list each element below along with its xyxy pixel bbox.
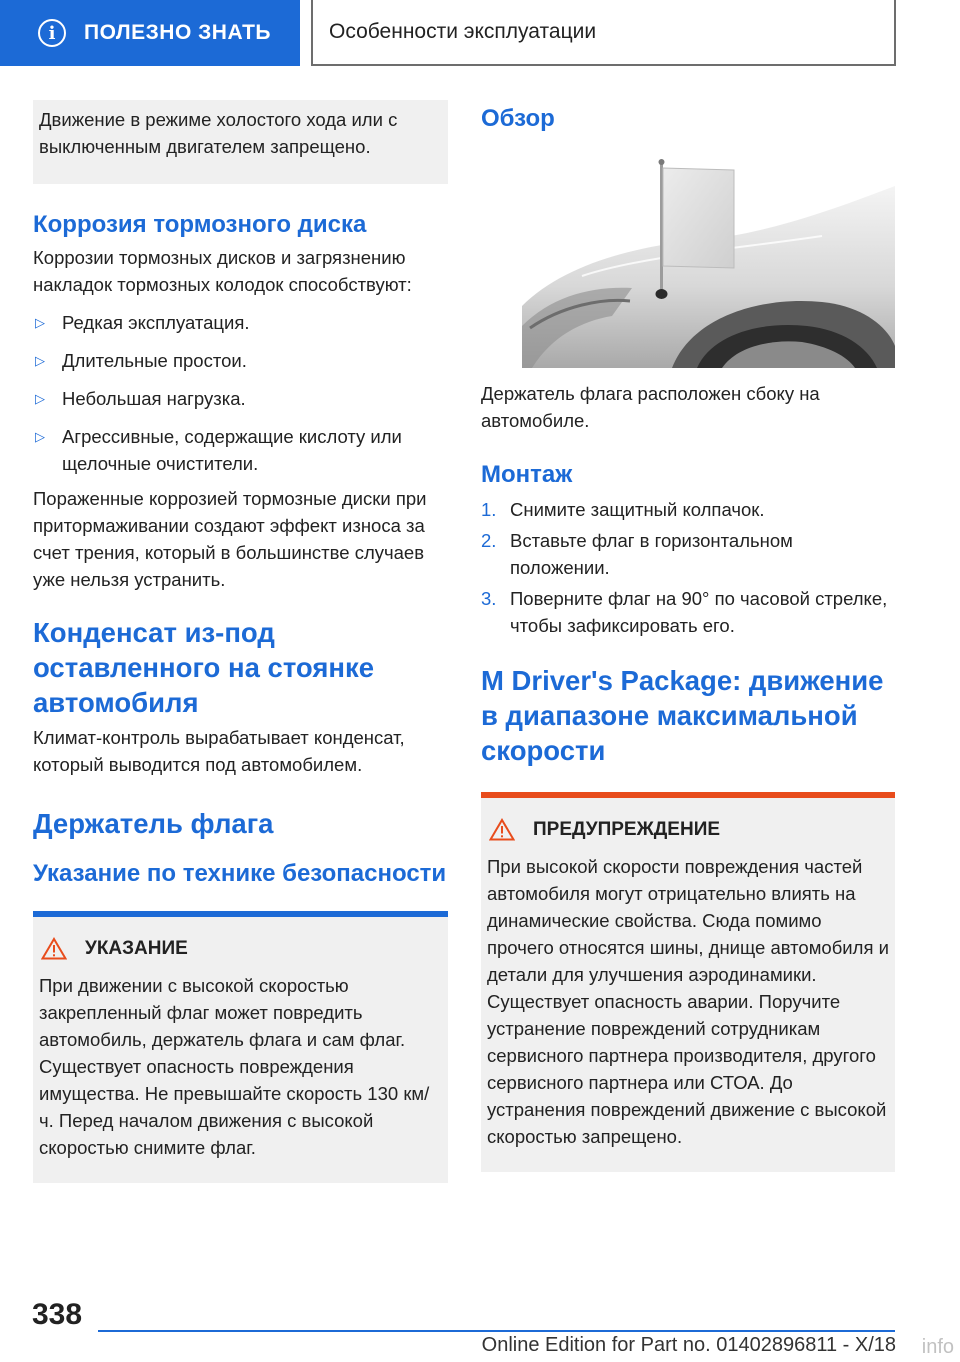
edition-text: Online Edition for Part no. 01402896811 - X/18 <box>481 1334 896 1356</box>
right-column <box>481 100 895 1172</box>
list-item: ▷ Агрессивные, содержащие кислоту или щелочные очистители. <box>33 423 448 477</box>
warning-label: ПРЕДУПРЕЖДЕНИЕ <box>533 818 721 840</box>
overview-heading: Обзор <box>481 105 555 132</box>
watermark: info <box>921 1336 954 1358</box>
corrosion-heading: Коррозия тормозного диска <box>33 211 367 238</box>
triangle-bullet-icon: ▷ <box>35 353 45 368</box>
triangle-bullet-icon: ▷ <box>35 391 45 406</box>
overview-caption: Держатель флага расположен сбоку на автомобиле. <box>481 383 820 431</box>
notice-box <box>33 911 448 1183</box>
page-number: 338 <box>32 1298 83 1331</box>
flag-holder-heading: Держатель флага <box>33 808 274 839</box>
list-item: 3. Поверните флаг на 90° по часовой стрелке, чтобы зафиксировать его. <box>481 588 888 636</box>
notice-label: УКАЗАНИЕ <box>85 937 188 959</box>
list-item: ▷ Небольшая нагрузка. <box>33 385 448 412</box>
header-tab-label: ПОЛЕЗНО ЗНАТЬ <box>84 21 271 44</box>
list-item: 1. Снимите защитный колпачок. <box>481 499 765 520</box>
header-tab <box>0 0 300 66</box>
m-driver-heading: M Driver's Package: движение в диапазоне максимальной скорости <box>481 665 884 766</box>
info-icon: i <box>38 19 66 47</box>
condensate-heading: Конденсат из-под оставленного на стоянке автомобиля <box>33 617 375 718</box>
list-item: ▷ Редкая эксплуатация. <box>33 309 448 336</box>
notice-text: При движении с высокой скоростью закрепленный флаг может повредить автомобиль, держатель флага и сам флаг. Существует опасность повреждения имущества. Не превышайте скорость 130 км/ч. Перед началом движения с высокой скоростью снимите флаг. <box>39 975 430 1158</box>
list-item: 2. Вставьте флаг в горизонтальном положении. <box>481 530 793 578</box>
triangle-bullet-icon: ▷ <box>35 315 45 330</box>
warning-text: При высокой скорости повреждения частей автомобиля могут отрицательно влиять на динамические свойства. Сюда помимо прочего относятся шины, днище автомобиля и детали для улучшения аэродинамики. Существует опасность аварии. Поручите устранение повреждений сотрудникам сервисного партнера производителя, другого сервисного партнера или СТОА. До устранения повреждений движение с высокой скоростью запрещено. <box>487 856 889 1147</box>
warning-triangle-icon <box>489 818 515 841</box>
mounting-heading: Монтаж <box>481 461 573 488</box>
car-fender-illustration <box>522 156 895 368</box>
warning-box <box>481 792 895 1172</box>
condensate-text: Климат-контроль вырабатывает конденсат, который выводится под автомобилем. <box>33 727 405 775</box>
corrosion-outro: Пораженные коррозией тормозные диски при притормаживании создают эффект износа за счет трения, который в большинстве случаев уже нельзя устранить. <box>33 488 427 590</box>
triangle-bullet-icon: ▷ <box>35 429 45 444</box>
footer-divider <box>98 1330 895 1332</box>
section-title: Особенности эксплуатации <box>311 0 896 66</box>
left-column <box>33 100 448 1183</box>
intro-note: Движение в режиме холостого хода или с выключенным двигателем запрещено. <box>33 100 448 184</box>
flag-holder-illustration <box>522 156 895 368</box>
corrosion-intro: Коррозии тормозных дисков и загрязнению накладок тормозных колодок способствуют: <box>33 247 412 295</box>
warning-triangle-icon <box>41 937 67 960</box>
safety-subheading: Указание по технике безопасности <box>33 860 447 887</box>
list-item: ▷ Длительные простои. <box>33 347 448 374</box>
